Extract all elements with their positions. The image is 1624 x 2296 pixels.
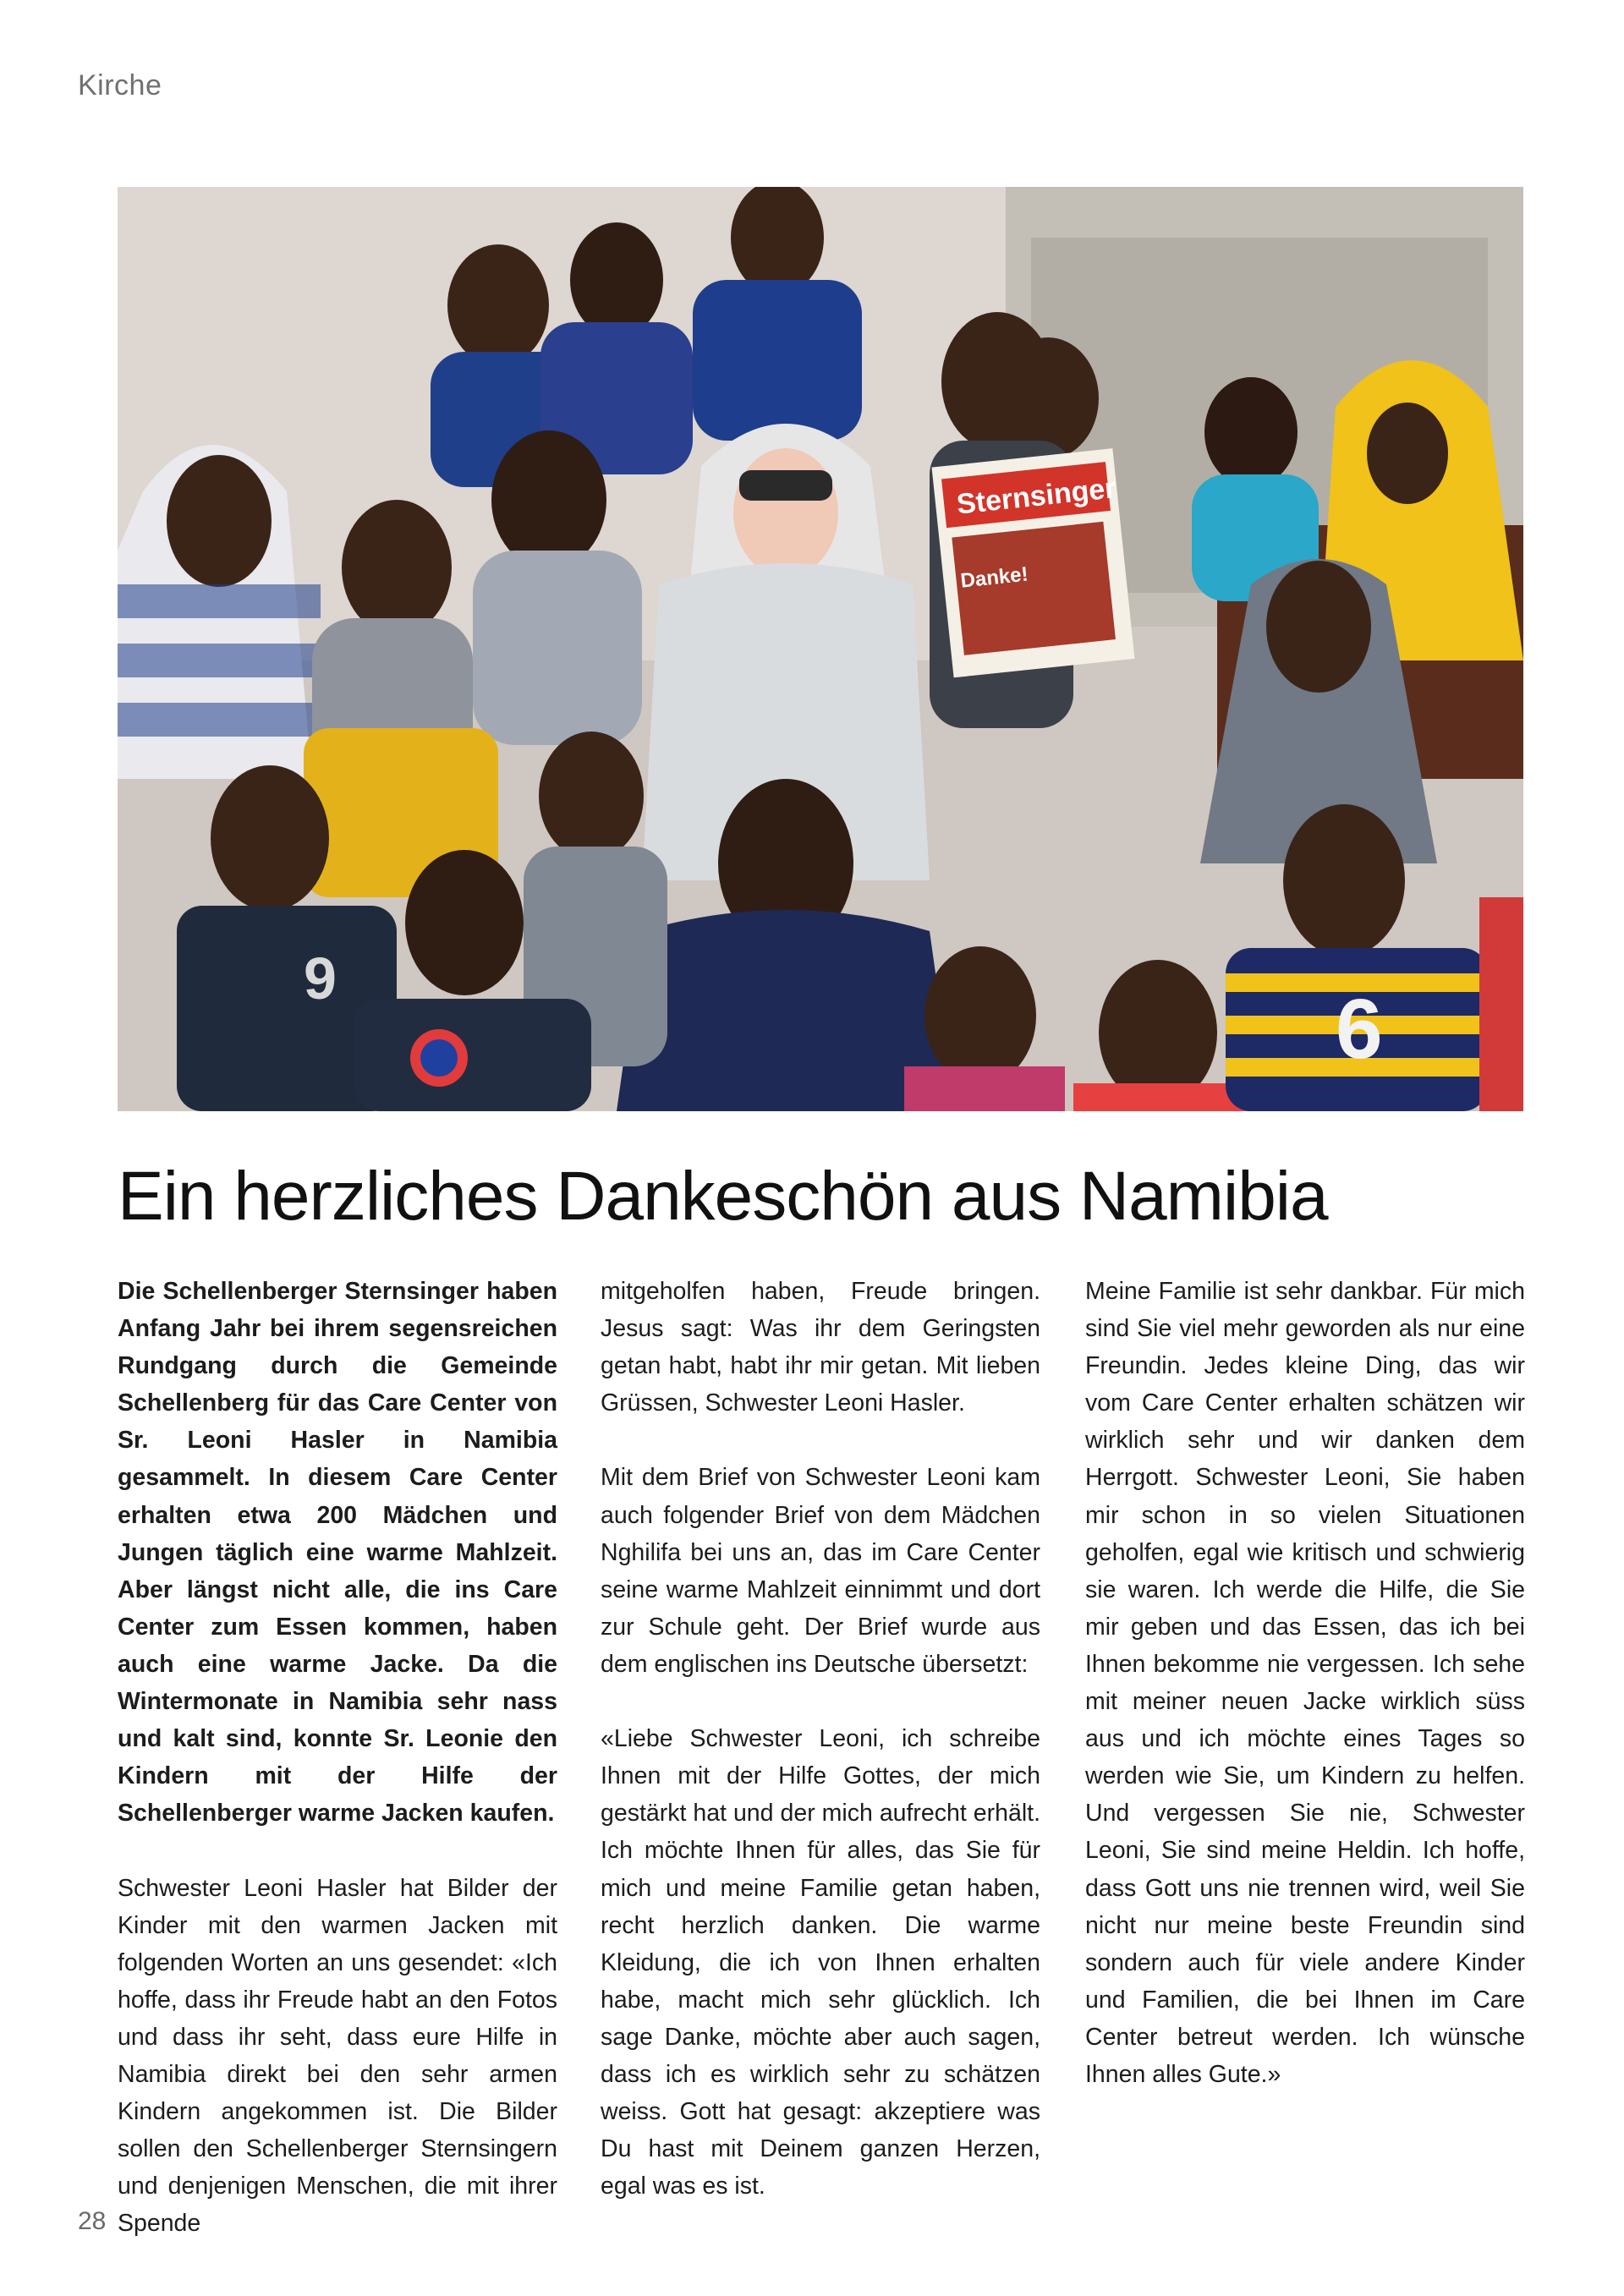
article-lead: Die Schellenberger Sternsinger haben Anfang Jahr bei ihrem segensreichen Rundgang durch die Gemeinde Schellenberg für das Care Center von Sr. Leoni Hasler in Namibia gesammelt. In diesem Care Center erhalten etwa 200 Mädchen und Jungen täglich eine warme Mahlzeit. Aber längst nicht alle, die ins Care Center zum Essen kommen, haben auch eine warme Jacke. Da die Wintermonate in Namibia sehr nass und kalt sind, konnte Sr. Leonie den Kindern mit der Hilfe der Schellenberger warme Jacken kaufen. bbox=[118, 1278, 557, 1827]
article-title: Ein herzliches Dankeschön aus Namibia bbox=[118, 1158, 1328, 1235]
child-face bbox=[1266, 561, 1371, 693]
badge-inner bbox=[420, 1039, 458, 1077]
nun-face bbox=[733, 448, 838, 577]
stripe bbox=[118, 584, 321, 618]
letter-paragraph: «Liebe Schwester Leoni, ich schreibe Ihnen mit der Hilfe Gottes, der mich gestärkt hat und der mich aufrecht erhält. Ich möchte Ihnen für alles, das Sie für mich und meine Familie getan haben, recht herzlich danken. Die warme Kleidung, die ich von Ihnen erhalten habe, macht mich sehr glücklich. Ich sage Danke, möchte aber auch sagen, dass ich es wirklich sehr zu schätzen weiss. Gott hat gesagt: akzeptiere was Du hast mit Deinem ganzen Herzen, egal was es ist. bbox=[601, 1725, 1040, 2200]
child-face bbox=[539, 732, 644, 860]
magazine-cover-word: Danke! bbox=[959, 562, 1029, 593]
child-face bbox=[167, 455, 272, 587]
article-column-1 bbox=[118, 1273, 557, 2242]
child-face bbox=[570, 222, 663, 337]
child-face bbox=[924, 946, 1036, 1085]
magazine-title: Sternsinger bbox=[955, 472, 1118, 521]
child-face bbox=[447, 244, 549, 366]
stripe bbox=[118, 644, 321, 677]
child-face bbox=[941, 312, 1053, 451]
jersey-number-left: 9 bbox=[304, 945, 337, 1011]
page-number: 28 bbox=[78, 2207, 107, 2235]
letter-paragraph: Meine Familie ist sehr dankbar. Für mich sind Sie viel mehr geworden als nur eine Freundin. Jedes kleine Ding, das wir vom Care Center erhalten schätzen wir wirklich sehr und wir danken dem Herrgott. Schwester Leoni, Sie haben mir schon in so vielen Situationen geholfen, egal wie kritisch und schwierig sie waren. Ich werde die Hilfe, die Sie mir geben und das Essen, das ich bei Ihnen bekomme nie vergessen. Ich sehe mit meiner neuen Jacke wirklich süss aus und ich möchte eines Tages so werden wie Sie, um Kindern zu helfen. Und vergessen Sie nie, Schwester Leoni, Sie sind meine Heldin. Ich hoffe, dass Gott uns nie trennen wird, weil Sie nicht nur meine beste Freundin sind sondern auch für viele andere Kinder und Familien, die bei Ihnen im Care Center betreut werden. Ich wünsche Ihnen alles Gute.» bbox=[1085, 1278, 1525, 2088]
grey-hoodie bbox=[473, 551, 642, 745]
pink-shirt bbox=[904, 1066, 1065, 1111]
child-face bbox=[1367, 403, 1448, 504]
group-photo bbox=[118, 187, 1523, 1111]
group-photo-illustration bbox=[118, 187, 1523, 1111]
red-jacket-edge bbox=[1479, 897, 1523, 1111]
child-face bbox=[1283, 804, 1405, 956]
jersey-number-right: 6 bbox=[1336, 982, 1383, 1077]
sternsinger-magazine bbox=[932, 448, 1135, 677]
article-paragraph: Mit dem Brief von Schwester Leoni kam auch folgender Brief von dem Mädchen Nghilifa bei uns an, das im Care Center seine warme Mahlzeit einnimmt und dort zur Schule geht. Der Brief wurde aus dem englischen ins Deutsche übersetzt: bbox=[601, 1464, 1040, 1678]
child-face bbox=[342, 500, 452, 635]
child-face bbox=[405, 850, 524, 995]
section-label: Kirche bbox=[78, 69, 162, 101]
child-face bbox=[491, 430, 606, 569]
article-paragraph: Schwester Leoni Hasler hat Bilder der Kinder mit den warmen Jacken mit folgenden Worten an uns gesendet: «Ich hoffe, dass ihr Freude habt an den Fotos und dass ihr seht, dass eure Hilfe in Namibia direkt bei den sehr armen Kindern angekommen ist. Die Bilder sollen den Schellenberger Sternsingern und denjenigen Menschen, die mit ihrer Spende bbox=[118, 1874, 557, 2238]
child-hoodie bbox=[693, 280, 862, 441]
varsity-jacket bbox=[354, 999, 591, 1111]
child-face bbox=[211, 765, 329, 911]
article-column-2 bbox=[601, 1273, 1040, 2205]
child-face bbox=[1204, 377, 1298, 487]
stripe bbox=[118, 703, 321, 737]
sunglasses bbox=[739, 470, 832, 501]
article-column-3 bbox=[1085, 1273, 1525, 2093]
article-paragraph: mitgeholfen haben, Freude bringen. Jesus sagt: Was ihr dem Geringsten getan habt, habt ihr mir getan. Mit lieben Grüssen, Schwester Leoni Hasler. bbox=[601, 1278, 1040, 1417]
